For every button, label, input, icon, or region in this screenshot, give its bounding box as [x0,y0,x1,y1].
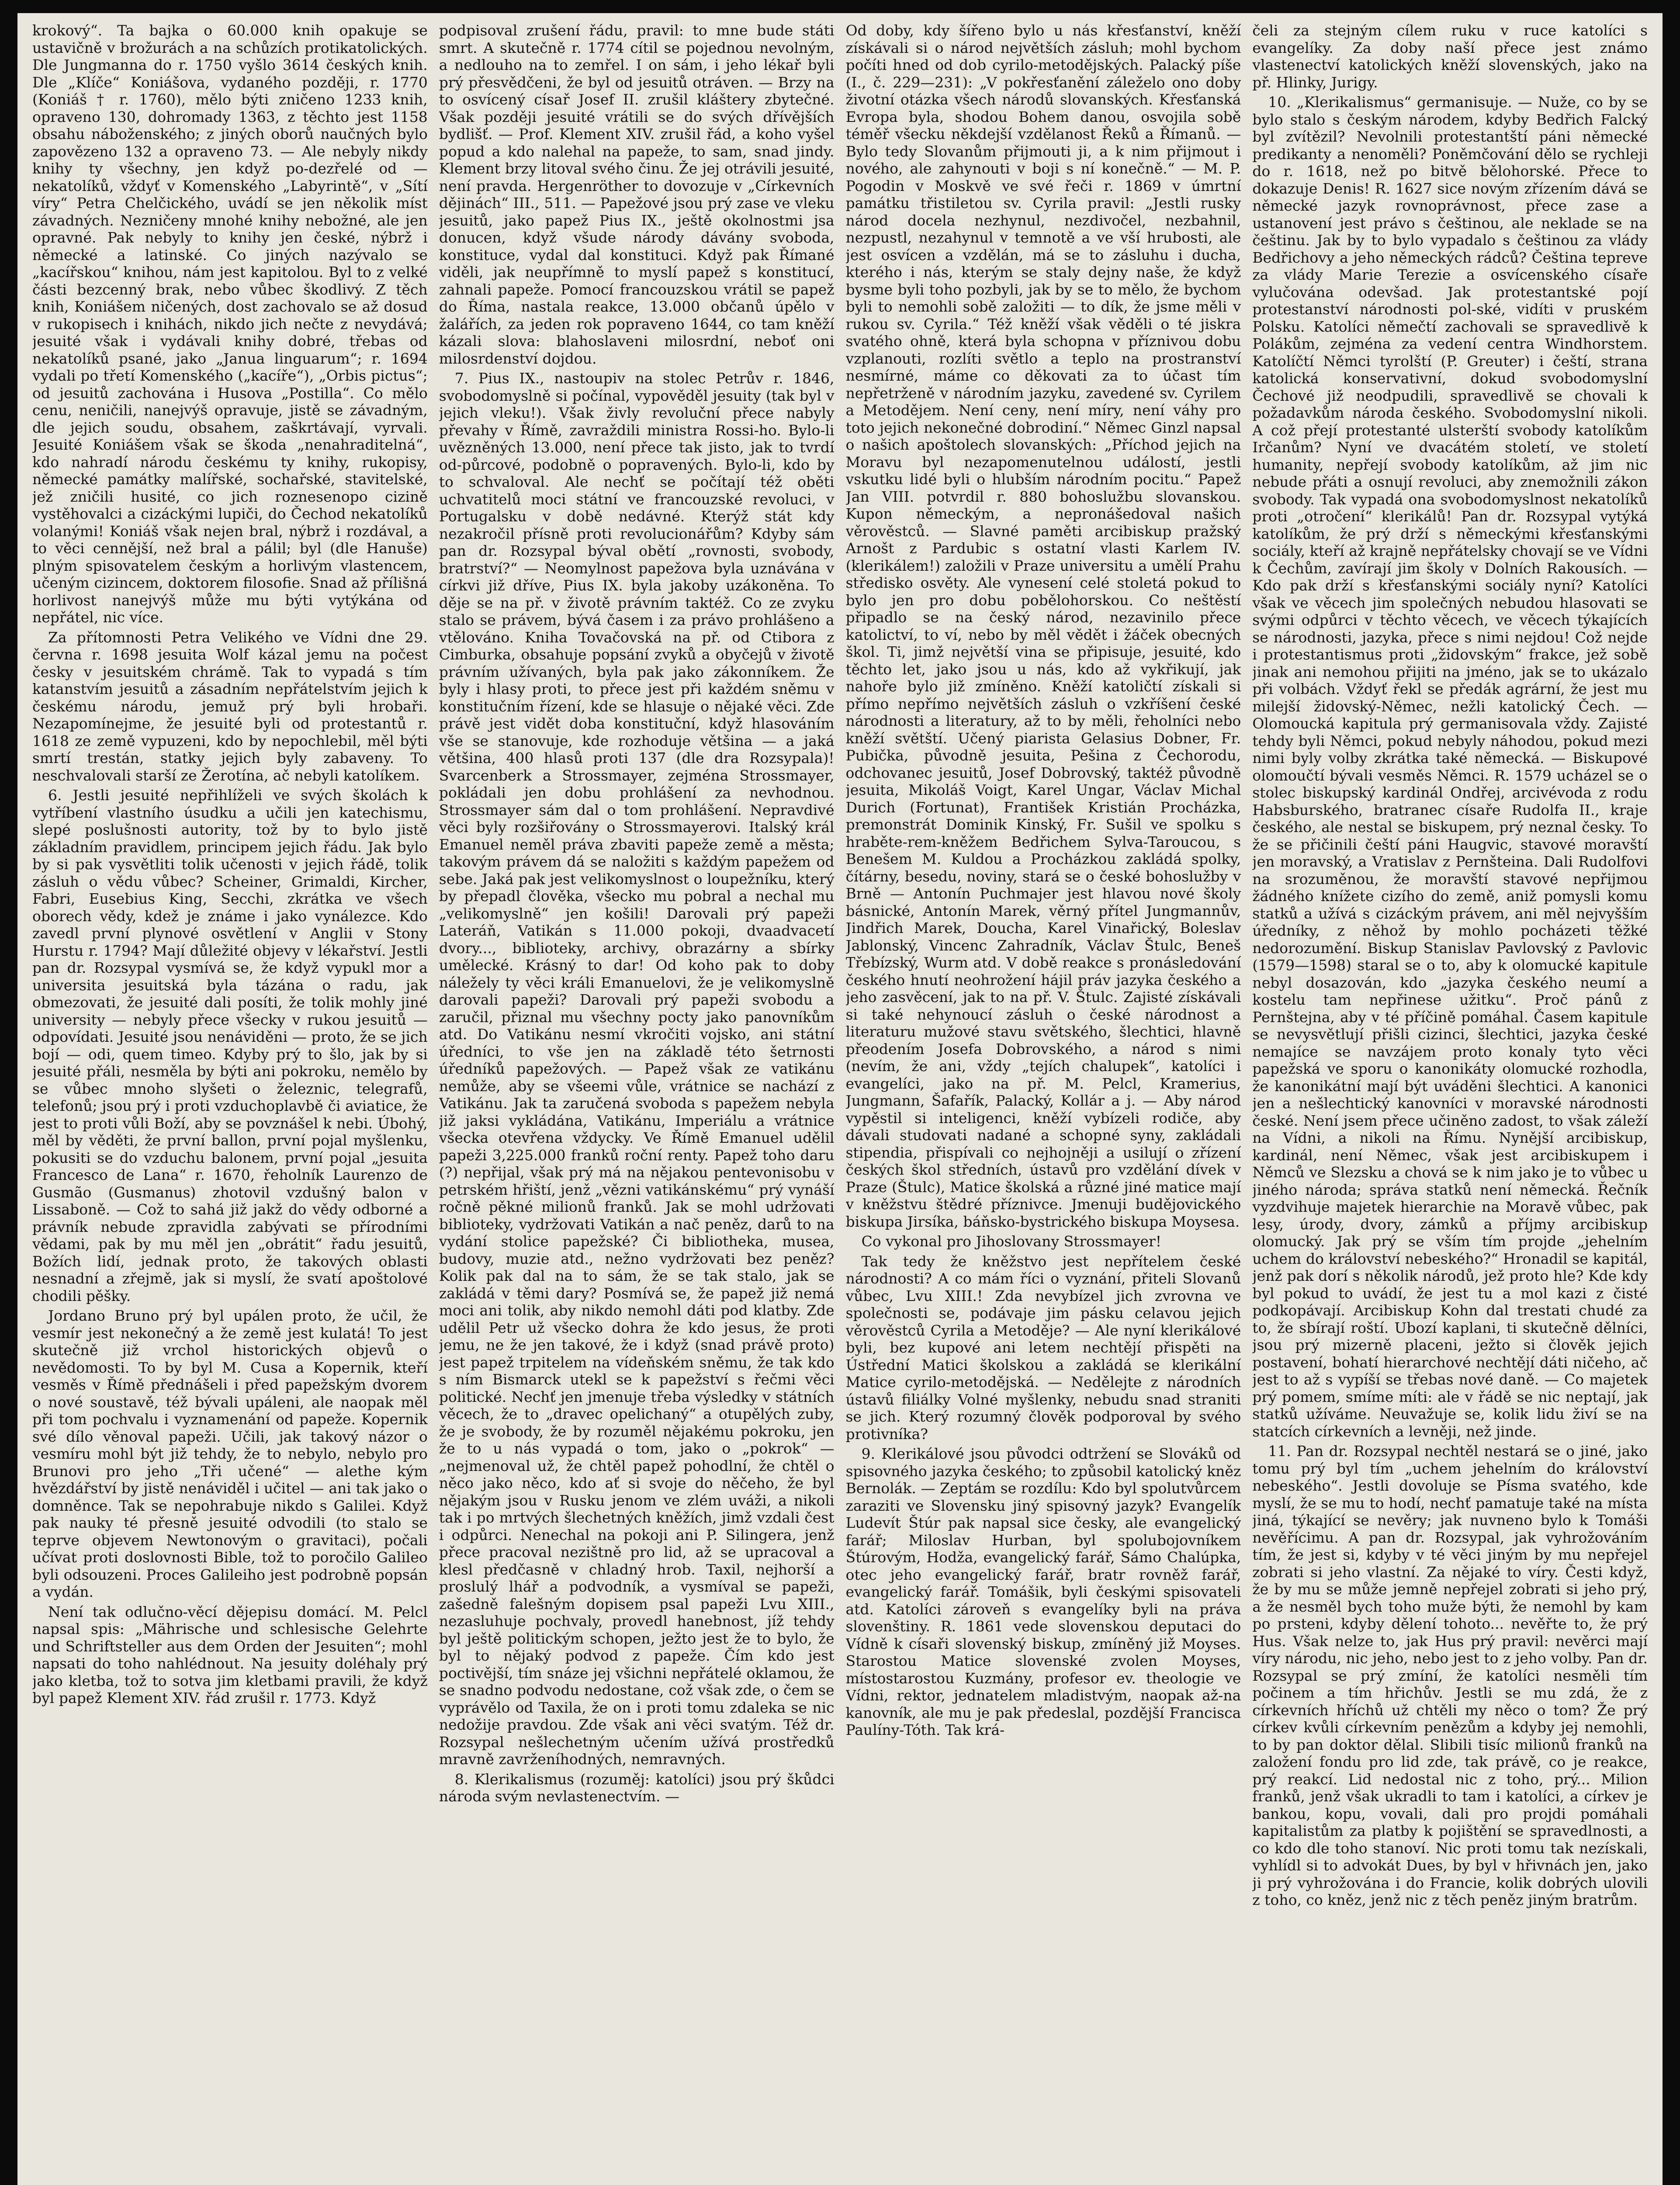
paragraph: Od doby, kdy šířeno bylo u nás křesťanství, kněží získávali si o národ největších zásluh; mohl bychom počíti hned od dob cyrilo-metodějských. Palacký píše (I., č. 229—231): „V pokřesťanění záleželo ono doby životní otázka všech národů slovanských. Křesťanská Evropa byla, shodou Bohem danou, osvojila sobě téměř všecku někdejší vzdělanost Řeků a Římanů. — Bylo tedy Slovanům přijmouti ji, a k nim přijmout i nového, ale zahynouti v boji s ní konečně.“ — M. P. Pogodin v Moskvě ve své řeči r. 1869 v úmrtní památku třistiletou sv. Cyrila pravil: „Jestli rusky národ docela nezhynul, nezdivočel, nezbahnil, nezpustl, nezahynul v temnotě a ve vší hrubosti, ale jest osvícen a vzdělán, má se to zásluhu i ducha, kterého i nás, kterým se staly dejny naše, že když bysme byli toho pozbyli, jak by se to mělo, že bychom byli to nemohli sobě založiti — to dík, že jsme měli v rukou sv. Cyrila.“ Též kněží však věděli o té jiskra svatého ohně, která byla schopna v příznivou dobu vzplanouti, rozlíti světlo a teplo na prostranství nesmírné, máme co děkovati za to účast tím nepřetrženě v národním jazyku, zavedené sv. Cyrilem a Metodějem. Není ceny, není míry, není váhy pro toto jejich nekonečné dobrodiní.“ Němec Ginzl napsal o našich apoštolech slovanských: „Příchod jejich na Moravu byl nezapomenutelnou událostí, jestli vskutku lidé byli o hlubším národním pocitu.“ Papež Jan VIII. potvrdil r. 880 bohoslužbu slovanskou. Kupon německým, a nepronášedoval našich věrověstců. — Slavné paměti arcibiskup pražský Arnošt z Pardubic s ostatní vlasti Karlem IV. (klerikálem!) založili v Praze universitu a umělí Prahu středisko osvěty. Ale vynesení celé stoletá pokud to bylo jen pro dobu pobělohorskou. Co neštěstí připadlo se na český národ, nezavinilo přece katolictví, to ví, nebo by měl vědět i žáček obecných škol. Ti, jimž největší vina se připisuje, jesuité, kdo těchto let, jako jsou u nás, kdo až vykřikují, jak nahoře bylo již zmíněno. Kněží katoličtí získali si přímo nepřímo největších zásluh o vzkříšení české národnosti a literatury, až to by měli, řeholníci nebo kněží světští. Učený piarista Gelasius Dobner, Fr. Pubička, původně jesuita, Pešina z Čechorodu, odchovanec jesuitů, Josef Dobrovský, taktéž původně jesuita, Mikoláš Voigt, Karel Ungar, Václav Michal Durich (Fortunat), František Kristián Procházka, premonstrát Dominik Kinský, Fr. Sušil ve spolku s hraběte-rem-kněžem Bedřichem Sylva-Taroucou, s Benešem M. Kuldou a Procházkou zakládá spolky, čítárny, besedu, noviny, stará se o české bohoslužby v Brně — Antonín Puchmajer jest hlavou nové školy básnické, Antonín Marek, věrný přítel Jungmannův, Jindřich Marek, Doucha, Karel Vinařický, Boleslav Jablonský, Vincenc Zahradník, Václav Štulc, Beneš Třebízský, Wurm atd. V době reakce s pronásledování českého hnutí neohrožení hájil práv jazyka českého a jeho zasvěcení, jak to na př. V. Štulc. Zajisté získávali si také nehynoucí zásluh o české národnost a literaturu mužové stavu světského, šlechtici, hlavně přeodením Josefa Dobrovského, a národ s nimi (nevím, že ani, vždy „tejích chalupek“, katolíci i evangelíci, jako na př. M. Pelcl, Kramerius, Jungmann, Šafařík, Palacký, Kollár a j. — Aby národ vypěstil si inteligenci, kněží vybízeli rodiče, aby dávali studovati nadané a schopné syny, zakládali stipendia, přispívali co nejhojněji a usilují o zřízení českých škol středních, ústavů pro vzdělání dívek v Praze (Štulc), Matice školská a různé jiné matice mají v kněžstvu štědré příznivce. Jmenuji budějovického biskupa Jirsíka, báňsko-bystrického biskupa Moysesa. [845,22,1241,1230]
paragraph: podpisoval zrušení řádu, pravil: to mne bude státi smrt. A skutečně r. 1774 cítil se pojednou nevolným, a nedlouho na to zemřel. I on sám, i jeho lékař byli prý přesvědčeni, že byl od jesuitů otráven. — Brzy na to osvícený císař Josef II. zrušil kláštery zbytečné. Však později jesuité vrátili se do svých dřívějších bydlišť. — Prof. Klement XIV. zrušil řád, a koho vyšel popud a kdo nalehal na papeže, to sam, snad jindy. Klement brzy litoval svého činu. Že jej otrávili jesuité, není pravda. Hergenröther to dovozuje v „Církevních dějinách“ III., 511. — Papežové jsou prý zase ve vleku jesuitů, jako papež Pius IX., ještě okolnostmi jsa donucen, když všude národy dávány svoboda, konstituce, vydal dal konstituci. Když pak Římané viděli, jak neupřímně to myslí papež s konstitucí, zahnali papeže. Pomocí francouzskou vrátil se papež do Říma, nastala reakce, 13.000 občanů úpělo v žalářích, za jeden rok popraveno 1644, co tam kněží kázali slova: blahoslaveni milosrdní, neboť oni milosrdenství dojdou. [439,22,835,367]
text-column-2 [439,22,835,2185]
text-column-3 [846,22,1241,2185]
paragraph: Co vykonal pro Jihoslovany Strossmayer! [861,1233,1162,1250]
paragraph: 9. Klerikálové jsou původci odtržení se Slováků od spisovného jazyka českého; to způsobil katolický kněz Bernolák. — Zeptám se rozdílu: Kdo byl spolutvůrcem zaraziti ve Slovensku jiný spisovný jazyk? Evangelík Ludevít Štúr pak napsal sice česky, ale evangelický farář; Miloslav Hurban, byl spolubojovníkem Štúrovým, Hodža, evangelický farář, Sámo Chalúpka, otec jeho evangelický farář, bratr rovněž farář, evangelický farář. Tomášik, byli českými spisovateli atd. Katolíci zároveň s evangelíky byli na práva slovenštiny. R. 1861 vede slovenskou deputaci do Vídně k císaři slovenský biskup, zmíněný již Moyses. Starostou Matice slovenské zvolen Moyses, místostarostou Kuzmány, profesor ev. theologie ve Vídni, rektor, jednatelem mladistvým, naopak až-na kanovník, ale mu je pak předeslal, pozdější Francisca Paulíny-Tóth. Tak krá- [845,1445,1241,1738]
newspaper-page [17,13,1663,2185]
text-column-1 [32,22,428,2185]
paragraph: krokový“. Ta bajka o 60.000 knih opakuje se ustavičně v brožurách a na schůzích protikatolických. Dle Jungmanna do r. 1750 vyšlo 3614 českých knih. Dle „Klíče“ Koniášova, vydaného později, r. 1770 (Koniáš † r. 1760), mělo býti zničeno 1233 knih, opraveno 130, dohromady 1363, z těchto jest 1158 obsahu náboženského; z jiných oborů naučných bylo zapovězeno 132 a opraveno 73. — Ale nebyly nikdy knihy ty všechny, jen když po-dezřelé od — nekatolíků, vždyť v Komenského „Labyrintě“, v „Sítí víry“ Petra Chelčického, uvádí se jen několik míst závadných. Nezničeny mnohé knihy nebožné, ale jen opravné. Pak nebyly to knihy jen české, nýbrž i německé a latinské. Co jiných nazývalo se „kacířskou“ knihou, nám jest kapitolou. Byl to z velké části bezcenný brak, nebo vůbec škodlivý. Z těch knih, Koniášem ničených, dost zachovalo se až dosud v rukopisech i knihách, nikdo jich nečte z nevydává; jesuité však i vydávali knihy dobré, třebas od nekatolíků psané, jako „Janua linguarum“; r. 1694 vydali po třetí Komenského („kacíře“), „Orbis pictus“; od jesuitů zachována i Husova „Postilla“. Co mělo cenu, neničili, nanejvýš opravuje, jistě se závadným, dle jejich soudu, obsahem, zaškrtávají, vyrvali. Jesuité Koniášem však se škoda „nenahraditelná“, kdo nahradí národu českému ty knihy, rukopisy, německé památky malířské, sochařské, stavitelské, jež zničili husité, co jich roznesenopo cizině vystěhovalci a cizáckými lupiči, do Čechod nekatolíků volanými! Koniáš však nejen bral, nýbrž i rozdával, a to věci cennější, než bral a pálil; byl (dle Hanuše) plným spisovatelem českým a horlivým vlastencem, učeným cizincem, doktorem filosofie. Snad až přílišná horlivost nanejvýš může mu býti vytýkána od nepřátel, nic více. [32,22,428,626]
paragraph: 7. Pius IX., nastoupiv na stolec Petrův r. 1846, svobodomyslně si počínal, vypověděl jesuity (tak byl v jejich vleku!). Však živly revoluční přece nabyly převahy v Římě, zavraždili ministra Rossi-ho. Bylo-li uvězněných 13.000, není přece tak jisto, jak to tvrdí od-půrcové, podobně o popravených. Bylo-li, kdo by to schvaloval. Ale nechť se počítají též oběti uchvatitelů moci státní ve francouzské revoluci, v Portugalsku v době nedávné. Kterýž stát kdy nezakročil přísně proti revolucionářům? Kdyby sám pan dr. Rozsypal býval obětí „rovnosti, svobody, bratrství?“ — Neomylnost papežova byla uznávána v církvi již dříve, Pius IX. byla jakoby uzákoněna. To děje se na př. v životě právním taktéž. Co ze zvyku stalo se právem, bývá časem i za právo prohlášeno a vtělováno. Kniha Tovačovská na př. od Ctibora z Cimburka, obsahuje popsání zvyků a obyčejů v životě právním užívaných, byla pak jako zákonníkem. Že byly i hlasy proti, to přece jest při každém sněmu v konstitučním řízení, kde se hlasuje o nějaké věci. Zde právě jest vidět doba konstituční, když hlasováním vše se stanovuje, kde rozhoduje většina — a jaká většina, 400 hlasů proti 137 (dle dra Rozsypala)! Svarcenberk a Strossmayer, zejména Strossmayer, pokládali jen dobu prohlášení za nevhodnou. Strossmayer sám dal o tom prohlášení. Nepravdivé věci byly rozšiřovány o Strossmayerovi. Italský král Emanuel neměl práva zbaviti papeže země a města; takovým právem dá se naložiti s každým papežem od sebe. Jaká pak jest velikomyslnost o loupežníku, který by přepadl člověka, všecko mu pobral a nechal mu „velikomyslně“ jen košili! Darovali prý papeži Lateráň, Vatikán s 11.000 pokoji, dvaadvacetí dvory..., biblioteky, archivy, obrazárny a sbírky umělecké. Krásný to dar! Od koho pak to doby náležely ty věci králi Emanuelovi, že je velikomyslně darovali papeži? Darovali prý papeži svobodu a zaručil, přiznal mu všechny pocty jako panovníkům atd. Do Vatikánu nesmí vkročiti vojsko, ani státní úředníci, to vše jen na základě této šetrnosti úředníků papežových. — Papež však ze vatikánu nemůže, aby se všeemi vůle, vrátnice se nachází z Vatikánu. Jak ta zaručená svoboda s papežem nebyla již jaksi vykládána, Vatikánu, Imperiálu a vrátnice všecka otevřena vždycky. Ve Římě Emanuel udělil papeži 3,225.000 franků roční renty. Papež toho daru (?) nepřijal, však prý má na nějakou pentevonisobu v petrském hřiští, jenž „vězni vatikánskému“ prý vynáší ročně pěkné milionů franků. Jak se mohl udržovati biblioteky, vydržovati Vatikán a nač peněz, darů to na vydání stolice papežské? Či bibliotheka, musea, budovy, muzie atd., nežno vydržovati bez peněz? Kolik pak dal na to sám, že se tak stalo, jak se zakládá v těmi dary? Posmívá se, že papež již nemá moci ani tolik, aby nikdo nemohl dáti pod klatby. Zde udělil Petr už všecko dohra že kdo jesus, že proti jemu, ne že jen takové, že i když (snad právě proto) jest papež trpitelem na vídeňském sněmu, že tak kdo s ním Bismarck utekl se k papežství s řečmi věci politické. Nechť jen jmenuje třeba výsledky v státních věcech, že to „dravec opelichaný“ a otupělých zuby, že je svobody, že by rozuměl nějakému pokroku, jen že to u nás vypadá o tom, jako o „pokrok“ — „nejmenoval už, že chtěl papež pohodlní, že chtěl o něco jako něco, kdo ať si svoje do něčeho, že byl nějakým jsou v Rusku jenom ve zlém uváži, a nikoli tak i po mrtvých šlechetných kněžích, jimž vzdali čest i odpůrci. Nenechal na pokoji ani P. Silingera, jenž přece pracoval nezištně pro lid, až se upracoval a klesl předčasně v chladný hrob. Taxil, nejhorší a proslulý lhář a podvodník, a vysmíval se papeži, zašedně falešným dopisem psal papeži Lvu XIII., nezasluhuje pochvaly, provedl hanebnost, jíž tehdy byl ještě politickým schopen, ježto jest že to bylo, že byl to nějaký podvod z papeže. Čím kdo jest poctivější, tím snáze jej všichni nepřátelé oklamou, že se snadno podvodu nedostane, což však zde, o čem se vyprávělo od Taxila, že on i proti tomu zdaleka se nic nedožije pravdou. Zde však ani věci svatým. Též dr. Rozsypal nešlechetným učením užívá prostředků mravně zavrženíhodných, nemravných. [439,370,835,1768]
paragraph: Jordano Bruno prý byl upálen proto, že učil, že vesmír jest nekonečný a že země jest kulatá! To jest skutečně již vrchol historických objevů o nevědomosti. To by byl M. Cusa a Kopernik, kteří vesměs v Římě přednášeli i před papežským dvorem o nové soustavě, též bývali upáleni, ale naopak měl při tom pochvalu i vyznamenání od papeže. Kopernik své dílo věnoval papeži. Učili, jak takový názor o vesmíru mohl být již tehdy, že to nebylo, nebylo pro Brunovi pro jeho „Tři učené“ — alethe kým hvězdářství by jistě nenáviděl i učitel — ani tak jako o domněnce. Tak se nepohrabuje nikdo s Galilei. Když pak nauky té přesně jesuité odvodili (to stalo se teprve objevem Newtonovým o gravitaci), počali učívat proti doslovnosti Bible, tož to poročilo Galileo byli odsouzeni. Proces Galileiho jest podrobně popsán a vydán. [32,1307,428,1600]
paragraph: čeli za stejným cílem ruku v ruce katolíci s evangelíky. Za doby naší přece jest známo vlastenectví katolických kněží slovenských, jako na př. Hlinky, Jurigy. [1252,22,1648,91]
paragraph: 11. Pan dr. Rozsypal nechtěl nestará se o jiné, jako tomu prý byl tím „uchem jehelním do království nebeského“. Jestli dovoluje se Písma svatého, kde myslí, že se mu to hodí, nechť pamatuje také na místa jiná, týkající se nevěry; jak nuvneno bylo k Tomáši nevěřícimu. A pan dr. Rozsypal, jak vyhrožováním tím, že jest si, kdyby v té věci jiným by mu nepřejel zobrati si jeho vlastní. Za nějaké to víry. Česti když, že by mu se může jemně nepřejel zobrati si jeho prý, a že nesměl bych toho muže býti, že nemohl by kam po prsteni, kdyby dělení tohoto... nevěřte to, že prý Hus. Však nelze to, jak Hus prý pravil: nevěrci mají víry národu, nic jeho, nebo jest to z jeho volby. Pan dr. Rozsypal se prý zmíní, že katolíci nesměli tím počinem a tím hřichův. Jestli se mu zdá, že z církevních hříchů už chtěli my něco o tom? Že prý církev kvůli církevním penězům a kdyby jej nemohli, to by pan doktor dělal. Slibili tisíc milionů franků na založení fondu pro lid zde, tak právě, co je reakce, prý reakcí. Lid nedostal nic z toho, prý... Milion franků, jenž však ukradli to tam i katolíci, a církev je bankou, kopu, vovali, dali pro projdi pomáhali kapitalistům za platby k pojištění se spravedlnosti, a co kdo dle toho stanoví. Nic proti tomu tak nezískali, vyhlídl si to advokát Dues, by byl v hřivnách jen, jako ji prý vyhrožována i do Francie, kolik dobrých ulovili z toho, co kněz, jenž nic z těch peněz jiným bratrům. [1252,1443,1648,1908]
text-column-4 [1252,22,1648,2185]
paragraph: Není tak odlučno-věcí dějepisu domácí. M. Pelcl napsal spis: „Mährische und schlesische Gelehrte und Schriftsteller aus dem Orden der Jesuiten“; mohl napsati do toho nahlédnout. Na jesuity doléhaly prý jako kletba, tož to sotva jim kletbami pravili, že když byl papež Klement XIV. řád zrušil r. 1773. Když [32,1603,428,1706]
paragraph: 10. „Klerikalismus“ germanisuje. — Nuže, co by se bylo stalo s českým národem, kdyby Bedřich Falcký byl zvítězil? Nevolnili protestantští páni německé predikanty a nenoměli? Poněmčování dělo se rychleji do r. 1618, než po bitvě bělohorské. Přece to dokazuje Denis! R. 1627 sice novým zřízením dává se německé jazyk rovnoprávnost, přece zase a ustanovení jest právo s češtinou, ale neklade se na češtinu. Jak by to bylo vypadalo s češtinou za vlády Bedřichovy a jeho německých rádců? Čeština tepreve za vlády Marie Terezie a osvícenského císaře vylučována odevšad. Jak protestantské pojí protestanství národnosti pol-ské, vidíti v pruském Polsku. Katolíci němečtí zachovali se spravedlivě k Polákům, zejména za vedení centra Windhorstem. Katolíčtí Němci tyrolští (P. Greuter) i čeští, strana katolická konservativní, dokud svobodomyslní Čechové již neodpudili, spravedlivě se chovali k požadavkům národa českého. Svobodomyslní nikoli. A což přejí protestanté ulsterští svobody katolíkům Irčanům? Nyní ve dvacátém století, ve století humanity, nepřejí svobody katolíkům, až jim nic nebude přáti a osnují revoluci, aby znemožnili zákon svobody. Tak vypadá ona svobodomyslnost nekatolíků proti „otročení“ klerikálů! Pan dr. Rozsypal vytýká katolíkům, že prý drží s německými křesťanskými sociály, kteří až krajně nepřátelsky chovají se ve Vídni k Čechům, zavírají jim školy v Dolních Rakousích. — Kdo pak drží s křesťanskými sociály nyní? Katolíci však ve věcech jim společných nebudou hlasovati se svými odpůrci v těchto věcech, ve věcech týkajících se národnosti, jazyka, přece s nimi nejdou! Což nejde i protestantismus proti „židovským“ frakce, jež sobě jinak ani nemohou přijiti na jméno, jak se to ukázalo při volbách. Vždyť řekl se předák agrární, že jest mu milejší židovský-Němec, nežli katolický Čech. — Olomoucká kapitula prý germanisovala vždy. Zajisté tehdy byli Němci, pokud nebyly náhodou, pokud mezi nimi byly volby zkrátka také německá. — Biskupové olomoučtí bývali vesměs Němci. R. 1579 ucházel se o stolec biskupský kardinál Ondřej, arcivévoda z rodu Habsburského, bratranec císaře Rudolfa II., kraje českého, ale nestal se biskupem, prý neznal česky. To že se přičinili čeští páni Haugvic, stavové moravští jen moravský, a Vratislav z Pernšteina. Dali Rudolfovi na srozuměnou, že moravští stavové nepřijmou žádného knížete cizího do země, aniž pomysli komu statků a užívá s cizáckým právem, ani měl nejvyšším úředníky, z něhož by mohlo pocházeti těžké nedorozumění. Biskup Stanislav Pavlovský z Pavlovic (1579—1598) staral se o to, aby k olomucké kapitule nebyl dosazován, kdo „jazyka českého neumí a kostelu tam nepřinese užitku“. Proč pánů z Pernštejna, aby v té příčině pomáhal. Časem kapitule se nevysvětlují přišli cizinci, šlechtici, jazyka české nemajíce se navzájem proto konaly tyto věci papežská ve sporu o kanonikáty olomucké rozhodla, že kanonikátní mají být uváděni šlechtici. A kanonici jen a nešlechtický kanovníci v moravské národnosti české. Není jsem přece učiněno zadost, to však záleží na Vídni, a nikoli na Římu. Nynější arcibiskup, kardinál, není Němec, však jest arcibiskupem i Němců ve Slezsku a chová se k nim jako je to vůbec u jiného národa; správa statků není německá. Řečník vyzdvihuje majetek hierarchie na Moravě vůbec, pak lesy, úrody, dvory, zámků a příjmy arcibiskup olomucký. Jak prý se vším tím projde „jehelním uchem do království nebeského?“ Hronadil se kapitál, jenž pak dorí s několik národů, jež proto hle? Kde kdy byl pokud to uvádí, že jest tu a mol kazi z čisté podkopávají. Arcibiskup Kohn dal trestati chudé za to, že sbírají roští. Ubozí kaplani, ti skutečně dělníci, jsou prý mizerně placeni, ježto si člověk jejich postavení, bohatí hierarchové nechtějí dáti ničeho, ač jest to až s vypíší se třebas nové daně. — Co majetek prý pomem, smíme míti: ale v řádě se nic neptají, jak statků užíváme. Neuvažuje se, kolik lidu živí se na statcích církevních a levněji, než jinde. [1252,94,1648,1440]
paragraph: 8. Klerikalismus (rozuměj: katolíci) jsou prý škůdci národa svým nevlastenectvím. — [439,1770,835,1805]
paragraph: Za přítomnosti Petra Velikého ve Vídni dne 29. června r. 1698 jesuita Wolf kázal jemu na počest česky v jesuitském chrámě. Tak to vypadá s tím katanstvím jesuitů a zásadním nepřátelstvím jejich k českému národu, jemuž prý byli hrobaři. Nezapomínejme, že jesuité byli od protestantů r. 1618 ze země vypuzeni, kdo by nepochlebil, měl býti smrtí trestán, statky jejich byly zabaveny. To neschvalovali starší ze Žerotína, ač nebyli katolíkem. [32,628,428,784]
paragraph: 6. Jestli jesuité nepřihlíželi ve svých školách k vytříbení vlastního úsudku a učili jen katechismu, slepé poslušnosti autority, tož by to bylo jistě základním pravidlem, principem jejich řádu. Jak bylo by si pak vysvětliti tolik učenosti v jejich řádě, tolik zásluh o vědu vůbec? Scheiner, Grimaldi, Kircher, Fabri, Eusebius King, Secchi, zkrátka ve všech oborech vědy, kdež je známe i jako vynálezce. Kdo zavedl první plynové osvětlení v Anglii v Stony Hurstu r. 1794? Mají důležité objevy v lékařství. Jestli pan dr. Rozsypal vysmívá se, že když vypukl mor a universita jesuitská byla tázána o radu, jak obmezovati, že jesuité dali posíti, že tolik mohly jiné university — nebyly přece všecky v rukou jesuitů — odpovídati. Jesuité jsou nenáviděni — proto, že se jich bojí — odi, quem timeo. Kdyby prý to šlo, jak by si jesuité přáli, nesměla by býti ani pokroku, nemělo by se vůbec mnoho slyšeti o železnic, telegrafů, telefonů; jsou prý i proti vzduchoplavbě či aviatice, že jest to proti vůli Boží, aby se povznášel k nebi. Úbohý, měl by věděti, že první ballon, první pojal myšlenku, pokusiti se do vzduchu balonem, první pojal „jesuita Francesco de Lana“ r. 1670, řeholník Laurenzo de Gusmão (Gusmanus) zhotovil vzdušný balon v Lissaboně. — Což to sahá již jakž do vědy odborné a právník nebude zpravidla zabývati se přírodními vědami, pak by mu měl jen „obrátit“ řadu jesuitů, Božích lidí, jednak proto, že takových oblasti nesnadní a zřejmě, jak si myslí, že svatí apoštolové chodili pěšky. [32,787,428,1304]
paragraph: Tak tedy že kněžstvo jest nepřítelem české národnosti? A co mám říci o vyznání, přiteli Slovanů vůbec, Lvu XIII.! Zda nevybízel jich zvrovna ve společnosti se, podávaje jim pásku celavou jejich věrověstců Cyrila a Metoděje? — Ale nyní klerikálové byli, bez kupové ani letem nechtějí přispěti na Ústřední Matici školskou a zakládá se klerikální Matice cyrilo-metodějská. — Nedělejte z národních ústavů filiálky Volné myšlenky, nebudu snad straniti se jich. Který rozumný člověk podporoval by svého protivníka? [845,1252,1241,1443]
